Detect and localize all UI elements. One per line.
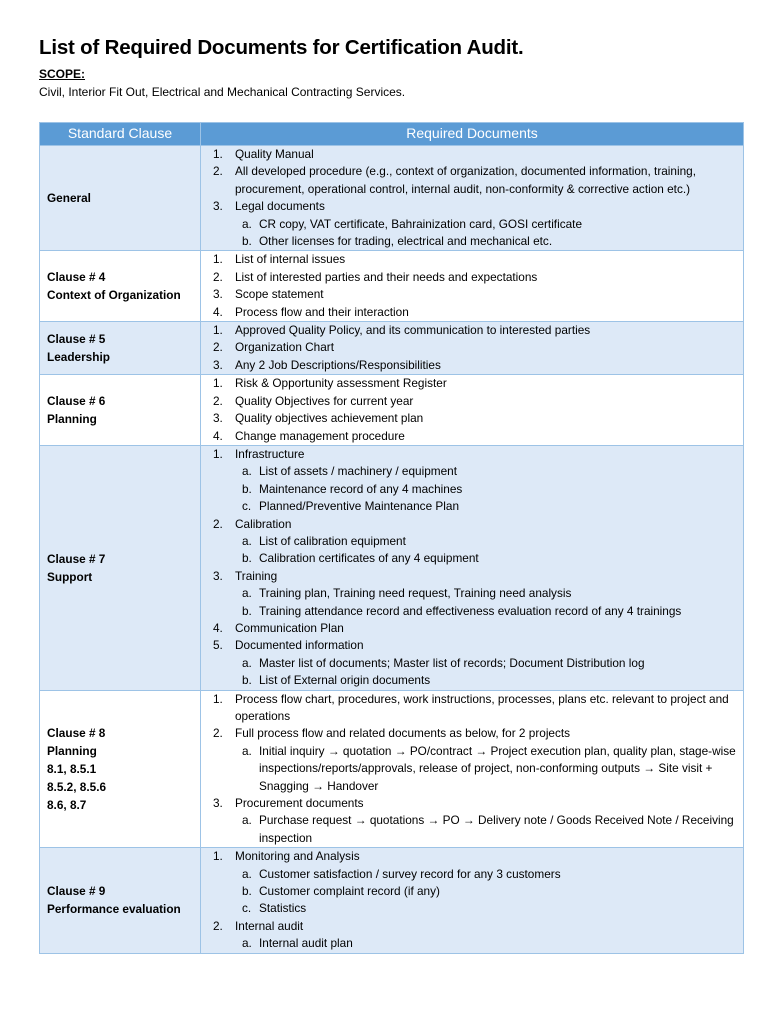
item-number: 1. <box>213 323 223 338</box>
sub-item-text: Initial inquiry → quotation → PO/contract → Project execution plan, quality plan, stage-wise inspections/reports/approvals, release of project, non-conforming outputs → Site visit + Snagging → Handover <box>259 743 736 793</box>
clause-label: 8.1, 8.5.1 <box>47 761 97 776</box>
document-item <box>201 304 737 321</box>
document-item-text: List of internal issues <box>235 252 346 267</box>
clause-label: 8.5.2, 8.5.6 <box>47 779 107 794</box>
sub-item <box>235 603 737 620</box>
sub-item-letter: a. <box>242 655 252 670</box>
document-item-text: Legal documents <box>235 199 325 214</box>
sub-item <box>235 900 737 917</box>
clause-label: Clause # 9 <box>47 884 106 899</box>
document-item-text: Quality Objectives for current year <box>235 393 414 408</box>
item-number: 5. <box>213 638 223 653</box>
clause-label: Context of Organization <box>47 288 181 303</box>
item-number: 1. <box>213 691 223 706</box>
sub-item <box>235 883 737 900</box>
sub-item-letter: c. <box>242 499 252 514</box>
sub-item-letter: b. <box>242 673 252 688</box>
sub-items-list <box>235 533 737 568</box>
documents-list <box>201 146 743 250</box>
item-number: 4. <box>213 620 223 635</box>
sub-item-text: Calibration certificates of any 4 equipment <box>259 551 479 566</box>
sub-item-text: Purchase request → quotations → PO → Delivery note / Goods Received Note / Receiving inspection <box>259 813 734 845</box>
document-item <box>201 568 737 620</box>
item-number: 2. <box>213 918 223 933</box>
sub-item-text: Statistics <box>259 901 307 916</box>
sub-item <box>235 743 737 795</box>
documents-cell <box>201 445 744 690</box>
clause-cell <box>40 690 201 848</box>
documents-list <box>201 848 743 952</box>
sub-item-letter: a. <box>242 743 252 758</box>
document-item <box>201 146 737 163</box>
document-item-text: Communication Plan <box>235 620 344 635</box>
table-header-row <box>40 123 744 146</box>
item-number: 3. <box>213 357 223 372</box>
document-item-text: List of interested parties and their needs and expectations <box>235 269 538 284</box>
clause-label: Planning <box>47 412 97 427</box>
document-item-text: Process flow and their interaction <box>235 304 409 319</box>
document-item-text: Training <box>235 568 278 583</box>
document-item <box>201 339 737 356</box>
item-number: 2. <box>213 340 223 355</box>
item-number: 3. <box>213 287 223 302</box>
documents-list <box>201 251 743 321</box>
document-item-text: Internal audit <box>235 918 304 933</box>
sub-item-letter: a. <box>242 936 252 951</box>
sub-item-text: CR copy, VAT certificate, Bahrainization card, GOSI certificate <box>259 216 583 231</box>
documents-cell <box>201 322 744 375</box>
clause-label: Clause # 5 <box>47 332 106 347</box>
sub-item-text: Planned/Preventive Maintenance Plan <box>259 499 460 514</box>
document-item <box>201 848 737 918</box>
sub-items-list <box>235 812 737 847</box>
table-row <box>40 322 744 375</box>
document-item-text: Scope statement <box>235 287 324 302</box>
clause-cell <box>40 445 201 690</box>
document-item <box>201 637 737 689</box>
item-number: 1. <box>213 252 223 267</box>
sub-items-list <box>235 463 737 515</box>
sub-item <box>235 655 737 672</box>
clause-label: General <box>47 191 91 206</box>
document-item <box>201 322 737 339</box>
table-body <box>40 146 744 954</box>
item-number: 2. <box>213 269 223 284</box>
clause-label: Performance evaluation <box>47 902 181 917</box>
sub-item <box>235 216 737 233</box>
sub-item-letter: b. <box>242 481 252 496</box>
item-number: 2. <box>213 726 223 741</box>
item-number: 3. <box>213 796 223 811</box>
item-number: 1. <box>213 849 223 864</box>
item-number: 1. <box>213 147 223 161</box>
item-number: 1. <box>213 376 223 391</box>
documents-list <box>201 322 743 374</box>
document-item <box>201 428 737 445</box>
sub-item-text: List of calibration equipment <box>259 533 406 548</box>
sub-item <box>235 672 737 689</box>
item-number: 3. <box>213 411 223 426</box>
document-item <box>201 691 737 726</box>
document-item <box>201 725 737 795</box>
sub-items-list <box>235 585 737 620</box>
sub-item-text: Customer complaint record (if any) <box>259 884 440 899</box>
sub-item <box>235 463 737 480</box>
sub-items-list <box>235 655 737 690</box>
sub-item-letter: b. <box>242 234 252 249</box>
sub-item-letter: a. <box>242 464 252 479</box>
item-number: 3. <box>213 199 223 214</box>
sub-item-letter: a. <box>242 216 252 231</box>
document-item <box>201 286 737 303</box>
sub-item <box>235 550 737 567</box>
document-item <box>201 357 737 374</box>
document-item <box>201 269 737 286</box>
documents-list <box>201 375 743 445</box>
item-number: 2. <box>213 164 223 179</box>
sub-item-text: Maintenance record of any 4 machines <box>259 481 463 496</box>
clause-cell <box>40 375 201 446</box>
sub-items-list <box>235 216 737 251</box>
documents-list <box>201 446 743 690</box>
sub-item-letter: b. <box>242 884 252 899</box>
document-item-text: Full process flow and related documents as below, for 2 projects <box>235 726 571 741</box>
table-row <box>40 848 744 953</box>
sub-items-list <box>235 935 737 952</box>
item-number: 2. <box>213 393 223 408</box>
sub-item-letter: b. <box>242 551 252 566</box>
document-title: List of Required Documents for Certification Audit. <box>39 36 524 59</box>
sub-item-text: Other licenses for trading, electrical and mechanical etc. <box>259 234 553 249</box>
sub-items-list <box>235 866 737 918</box>
document-item <box>201 516 737 568</box>
clause-label: Planning <box>47 743 97 758</box>
document-item <box>201 795 737 847</box>
clause-label: Leadership <box>47 350 110 365</box>
clause-label: Clause # 6 <box>47 394 106 409</box>
document-item-text: Quality Manual <box>235 147 314 161</box>
document-item <box>201 410 737 427</box>
document-item <box>201 251 737 268</box>
sub-item-text: Internal audit plan <box>259 936 353 951</box>
sub-item-text: Master list of documents; Master list of records; Document Distribution log <box>259 655 645 670</box>
header-standard-clause: Standard Clause <box>40 123 201 146</box>
item-number: 3. <box>213 568 223 583</box>
document-item-text: Procurement documents <box>235 796 364 811</box>
clause-label: Clause # 7 <box>47 551 106 566</box>
document-item-text: Organization Chart <box>235 340 335 355</box>
document-item-text: Documented information <box>235 638 364 653</box>
item-number: 2. <box>213 516 223 531</box>
document-item-text: Approved Quality Policy, and its communication to interested parties <box>235 323 591 338</box>
clause-cell <box>40 146 201 251</box>
document-item <box>201 163 737 198</box>
item-number: 4. <box>213 304 223 319</box>
sub-item <box>235 866 737 883</box>
document-item-text: Change management procedure <box>235 428 405 443</box>
document-item <box>201 446 737 516</box>
document-item-text: Calibration <box>235 516 292 531</box>
sub-item-text: Customer satisfaction / survey record for any 3 customers <box>259 866 561 881</box>
sub-item-text: Training plan, Training need request, Training need analysis <box>259 586 572 601</box>
table-row <box>40 690 744 848</box>
sub-item-letter: a. <box>242 586 252 601</box>
sub-item <box>235 585 737 602</box>
clause-label: Support <box>47 569 93 584</box>
header-required-documents: Required Documents <box>201 123 744 146</box>
sub-item-text: Training attendance record and effectiveness evaluation record of any 4 trainings <box>259 603 682 618</box>
sub-item-text: List of External origin documents <box>259 673 431 688</box>
sub-item <box>235 498 737 515</box>
document-item-text: Risk & Opportunity assessment Register <box>235 376 447 391</box>
sub-item-letter: b. <box>242 603 252 618</box>
document-item-text: Any 2 Job Descriptions/Responsibilities <box>235 357 441 372</box>
table-row <box>40 445 744 690</box>
sub-item-text: List of assets / machinery / equipment <box>259 464 458 479</box>
documents-cell <box>201 375 744 446</box>
document-item-text: Monitoring and Analysis <box>235 849 360 864</box>
clause-cell <box>40 251 201 322</box>
sub-item <box>235 533 737 550</box>
document-item-text: Quality objectives achievement plan <box>235 411 424 426</box>
table-row <box>40 251 744 322</box>
document-item <box>201 918 737 953</box>
documents-cell <box>201 848 744 953</box>
clause-label: Clause # 4 <box>47 270 106 285</box>
sub-item-letter: a. <box>242 866 252 881</box>
sub-items-list <box>235 743 737 795</box>
document-item <box>201 393 737 410</box>
item-number: 4. <box>213 428 223 443</box>
sub-item <box>235 935 737 952</box>
scope-text: Civil, Interior Fit Out, Electrical and Mechanical Contracting Services. <box>39 85 406 99</box>
documents-cell <box>201 690 744 848</box>
document-item-text: Infrastructure <box>235 446 305 461</box>
document-item <box>201 198 737 250</box>
scope-label: SCOPE: <box>39 67 86 81</box>
clause-cell <box>40 322 201 375</box>
sub-item-letter: c. <box>242 901 252 916</box>
clause-label: 8.6, 8.7 <box>47 797 87 812</box>
documents-cell <box>201 251 744 322</box>
sub-item <box>235 233 737 250</box>
table-row <box>40 375 744 446</box>
sub-item <box>235 481 737 498</box>
documents-list <box>201 691 743 848</box>
item-number: 1. <box>213 446 223 461</box>
sub-item-letter: a. <box>242 813 252 828</box>
document-item <box>201 375 737 392</box>
document-item <box>201 620 737 637</box>
clause-label: Clause # 8 <box>47 725 106 740</box>
documents-cell <box>201 146 744 251</box>
document-item-text: Process flow chart, procedures, work instructions, processes, plans etc. relevant to project and operations <box>235 691 729 723</box>
sub-item <box>235 812 737 847</box>
required-documents-table <box>39 122 744 954</box>
document-item-text: All developed procedure (e.g., context of organization, documented information, training, procurement, operational control, internal audit, non-conformity & corrective action etc.) <box>235 164 697 196</box>
table-row <box>40 146 744 251</box>
sub-item-letter: a. <box>242 533 252 548</box>
clause-cell <box>40 848 201 953</box>
